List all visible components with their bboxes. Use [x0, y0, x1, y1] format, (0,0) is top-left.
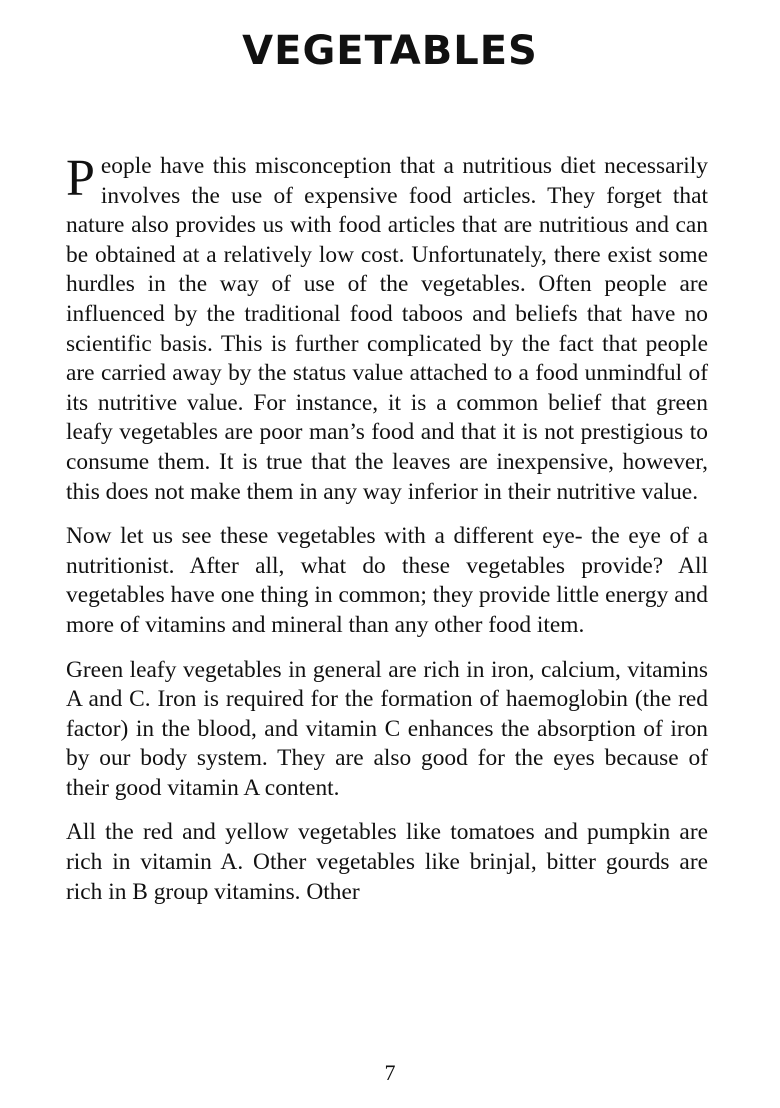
- drop-cap: P: [66, 150, 95, 207]
- paragraph-2: Now let us see these vegetables with a different eye- the eye of a nutritionist. After all, what do these vegetables provide? All vegetables have one thing in common; they provide little energy and more of vitamins and mineral than any other food item.: [66, 523, 708, 638]
- paragraph-1: [66, 152, 708, 507]
- page-title: VEGETABLES: [242, 28, 538, 74]
- body-text: [66, 152, 708, 922]
- paragraph-3: Green leafy vegetables in general are rich in iron, calcium, vitamins A and C. Iron is required for the formation of haemoglobin (the red factor) in the blood, and vitamin C enhances the absorption of iron by our body system. They are also good for the eyes because of their good vitamin A content.: [66, 656, 708, 801]
- paragraph-4: All the red and yellow vegetables like tomatoes and pumpkin are rich in vitamin A. Other vegetables like brinjal, bitter gourds are rich in B group vitamins. Other: [66, 819, 708, 905]
- page-number: 7: [384, 1060, 396, 1085]
- paragraph-1-text: eople have this misconception that a nutritious diet necessarily involves the use of expensive food articles. They forget that nature also provides us with food articles that are nutritious and can be obtained at a relatively low cost. Unfortunately, there exist some hurdles in the way of use of the vegetables. Often people are influenced by the traditional food taboos and beliefs that have no scientific basis. This is further complicated by the fact that people are carried away by the status value attached to a food unmindful of its nutritive value. For instance, it is a common belief that green leafy vegetables are poor man’s food and that it is not prestigious to consume them. It is true that the leaves are inexpensive, however, this does not make them in any way inferior in their nutritive value.: [66, 153, 708, 505]
